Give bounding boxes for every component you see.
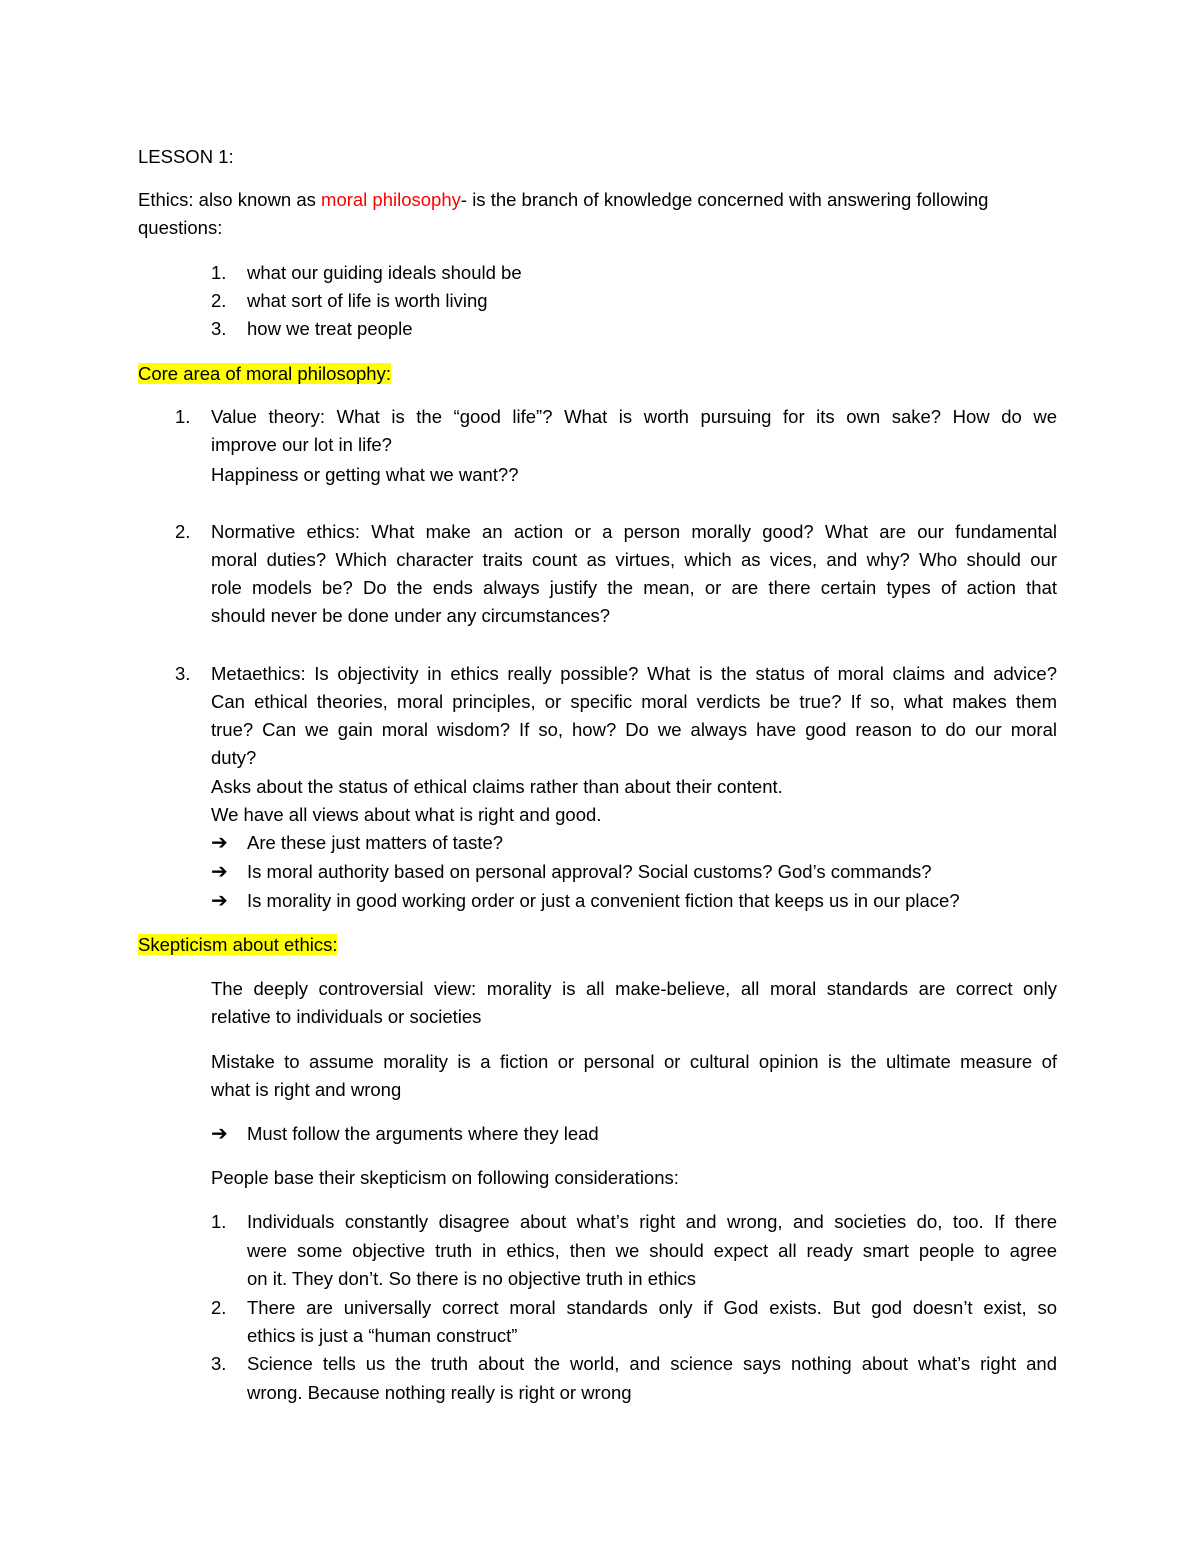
arrow-bullet-text: Is moral authority based on personal approval? Social customs? God’s commands? <box>247 861 932 882</box>
consideration-number: 1. <box>211 1211 227 1232</box>
core-item-line: improve our lot in life? <box>211 434 392 455</box>
skepticism-para-line: The deeply controversial view: morality is all make-believe, all moral standards are correct only <box>211 978 1057 999</box>
consideration-line: were some objective truth in ethics, then we should expect all ready smart people to agree <box>247 1240 1057 1261</box>
core-item-line: Normative ethics: What make an action or a person morally good? What are our fundamental <box>211 521 1057 542</box>
core-item-line: moral duties? Which character traits count as virtues, which as vices, and why? Who should our <box>211 549 1057 570</box>
question-number: 2. <box>211 290 227 311</box>
skepticism-para-line: relative to individuals or societies <box>211 1006 482 1027</box>
arrow-icon: ➔ <box>211 1123 228 1145</box>
consideration-line: There are universally correct moral standards only if God exists. But god doesn’t exist, so <box>247 1297 1057 1318</box>
skepticism-para-line: what is right and wrong <box>211 1079 402 1100</box>
intro-line-2: questions: <box>138 217 223 238</box>
core-item-number: 3. <box>175 663 191 684</box>
arrow-bullet-text: Is morality in good working order or just a convenient fiction that keeps us in our place? <box>247 890 960 911</box>
intro-rest: - is the branch of knowledge concerned with answering following <box>460 189 989 210</box>
consideration-line: wrong. Because nothing really is right or wrong <box>247 1382 632 1403</box>
question-number: 3. <box>211 318 227 339</box>
core-heading <box>138 360 391 388</box>
considerations-intro: People base their skepticism on following considerations: <box>211 1167 679 1188</box>
core-item-line: Can ethical theories, moral principles, or specific moral verdicts be true? If so, what makes them <box>211 691 1057 712</box>
question-text: what sort of life is worth living <box>247 290 488 311</box>
core-item-line: true? Can we gain moral wisdom? If so, how? Do we always have good reason to do our moral <box>211 719 1057 740</box>
core-item-line: Happiness or getting what we want?? <box>211 464 519 485</box>
core-item-line: Metaethics: Is objectivity in ethics really possible? What is the status of moral claims and advice? <box>211 663 1057 684</box>
question-number: 1. <box>211 262 227 283</box>
core-item-number: 2. <box>175 521 191 542</box>
consideration-line: Individuals constantly disagree about what’s right and wrong, and societies do, too. If there <box>247 1211 1057 1232</box>
skepticism-heading <box>138 931 337 959</box>
intro-highlight: moral philosophy <box>321 189 461 210</box>
skepticism-heading-text: Skepticism about ethics: <box>138 934 338 955</box>
core-item-line: Value theory: What is the “good life”? What is worth pursuing for its own sake? How do we <box>211 406 1057 427</box>
consideration-line: on it. They don’t. So there is no objective truth in ethics <box>247 1268 697 1289</box>
intro-term: Ethics: also known as <box>138 189 322 210</box>
core-item-line: Asks about the status of ethical claims rather than about their content. <box>211 776 783 797</box>
consideration-line: Science tells us the truth about the world, and science says nothing about what’s right and <box>247 1353 1057 1374</box>
core-item-number: 1. <box>175 406 191 427</box>
arrow-icon: ➔ <box>211 890 228 912</box>
core-item-line: We have all views about what is right and good. <box>211 804 602 825</box>
core-item-line: duty? <box>211 747 257 768</box>
skepticism-para-line: Mistake to assume morality is a fiction or personal or cultural opinion is the ultimate measure of <box>211 1051 1057 1072</box>
core-item-line: role models be? Do the ends always justify the mean, or are there certain types of action that <box>211 577 1057 598</box>
consideration-number: 2. <box>211 1297 227 1318</box>
core-heading-text: Core area of moral philosophy: <box>138 363 391 384</box>
consideration-number: 3. <box>211 1353 227 1374</box>
arrow-icon: ➔ <box>211 861 228 883</box>
intro-line-1 <box>138 186 988 214</box>
arrow-icon: ➔ <box>211 832 228 854</box>
arrow-bullet-text: Are these just matters of taste? <box>247 832 504 853</box>
question-text: how we treat people <box>247 318 413 339</box>
question-text: what our guiding ideals should be <box>247 262 522 283</box>
consideration-line: ethics is just a “human construct” <box>247 1325 518 1346</box>
lesson-title: LESSON 1: <box>138 146 234 167</box>
core-item-line: should never be done under any circumstances? <box>211 605 611 626</box>
skepticism-arrow-text: Must follow the arguments where they lead <box>247 1123 599 1144</box>
